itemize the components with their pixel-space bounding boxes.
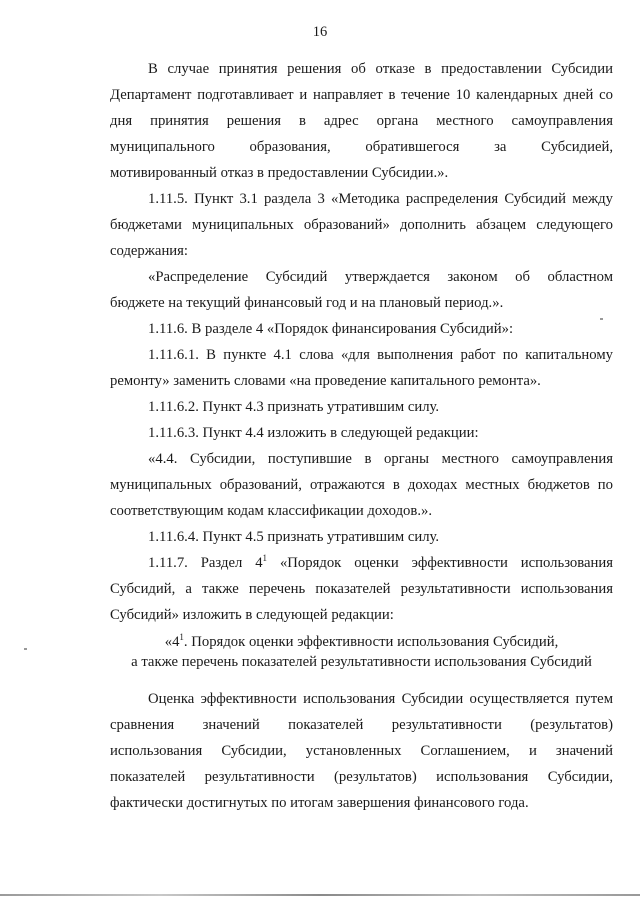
paragraph-1-11-6-3 (110, 420, 613, 446)
paragraph-1-11-6 (110, 316, 613, 342)
text-line: муниципальных образований, отражаются в доходах местных бюджетов по (110, 477, 613, 493)
text-line: Субсидий, а также перечень показателей результативности использования (110, 581, 613, 597)
text-line: ремонту» заменить словами «на проведение капитального ремонта». (110, 373, 541, 389)
paragraph-subsidy-refusal (110, 56, 613, 186)
text-line: фактически достигнутых по итогам завершения финансового года. (110, 795, 529, 811)
text-line: 1.11.6. В разделе 4 «Порядок финансирования Субсидий»: (148, 321, 514, 337)
paragraph-1-11-6-1 (110, 342, 613, 394)
heading-line (110, 632, 613, 652)
text-line: В случае принятия решения об отказе в предоставлении Субсидии (148, 61, 613, 77)
scan-edge-line (0, 894, 640, 896)
text-line (110, 550, 613, 576)
heading-line: а также перечень показателей результативности использования Субсидий (131, 654, 592, 670)
text-line: 1.11.6.2. Пункт 4.3 признать утратившим силу. (148, 399, 440, 415)
paragraph-efficiency-assessment (110, 686, 613, 816)
page-number: 16 (312, 24, 328, 40)
text-line: 1.11.6.1. В пункте 4.1 слова «для выполнения работ по капитальному (148, 347, 613, 363)
text-line: бюджетами муниципальных образований» дополнить абзацем следующего (110, 217, 613, 233)
text-line: использования Субсидии, установленных Соглашением, и значений (110, 743, 613, 759)
paragraph-distribution-quote (110, 264, 613, 316)
text-line: бюджете на текущий финансовый год и на плановый период.». (110, 295, 504, 311)
text-line: Субсидий» изложить в следующей редакции: (110, 607, 394, 623)
text-line: Оценка эффективности использования Субсидии осуществляется путем (148, 691, 613, 707)
text-line: дня принятия решения в адрес органа местного самоуправления (110, 113, 613, 129)
text-fragment: «Порядок оценки эффективности использования (267, 555, 613, 571)
scan-speck (24, 648, 27, 650)
paragraph-1-11-6-2 (110, 394, 613, 420)
text-fragment: . Порядок оценки эффективности использования Субсидий, (183, 634, 559, 650)
text-line: соответствующим кодам классификации доходов.». (110, 503, 433, 519)
text-line: «4.4. Субсидии, поступившие в органы местного самоуправления (148, 451, 613, 467)
text-line: показателей результативности (результатов) использования Субсидии, (110, 769, 613, 785)
superscript: 1 (262, 553, 268, 564)
text-line: мотивированный отказ в предоставлении Субсидии.». (110, 165, 449, 181)
section-heading (110, 632, 613, 672)
paragraph-1-11-5 (110, 186, 613, 264)
text-line: сравнения значений показателей результативности (результатов) (110, 717, 613, 733)
text-line: муниципального образования, обратившегося за Субсидией, (110, 139, 613, 155)
text-line: «Распределение Субсидий утверждается законом об областном (148, 269, 613, 285)
text-fragment: 1.11.7. Раздел 4 (148, 555, 263, 571)
text-line: Департамент подготавливает и направляет в течение 10 календарных дней со (110, 87, 613, 103)
superscript: 1 (179, 632, 184, 643)
scan-speck (600, 318, 603, 320)
text-line: 1.11.5. Пункт 3.1 раздела 3 «Методика распределения Субсидий между (148, 191, 613, 207)
paragraph-1-11-7 (110, 550, 613, 628)
text-fragment: «4 (164, 634, 180, 650)
paragraph-4-4-quote (110, 446, 613, 524)
text-line: содержания: (110, 243, 188, 259)
document-body (110, 56, 613, 816)
text-line: 1.11.6.4. Пункт 4.5 признать утратившим силу. (148, 529, 440, 545)
paragraph-1-11-6-4 (110, 524, 613, 550)
text-line: 1.11.6.3. Пункт 4.4 изложить в следующей редакции: (148, 425, 479, 441)
